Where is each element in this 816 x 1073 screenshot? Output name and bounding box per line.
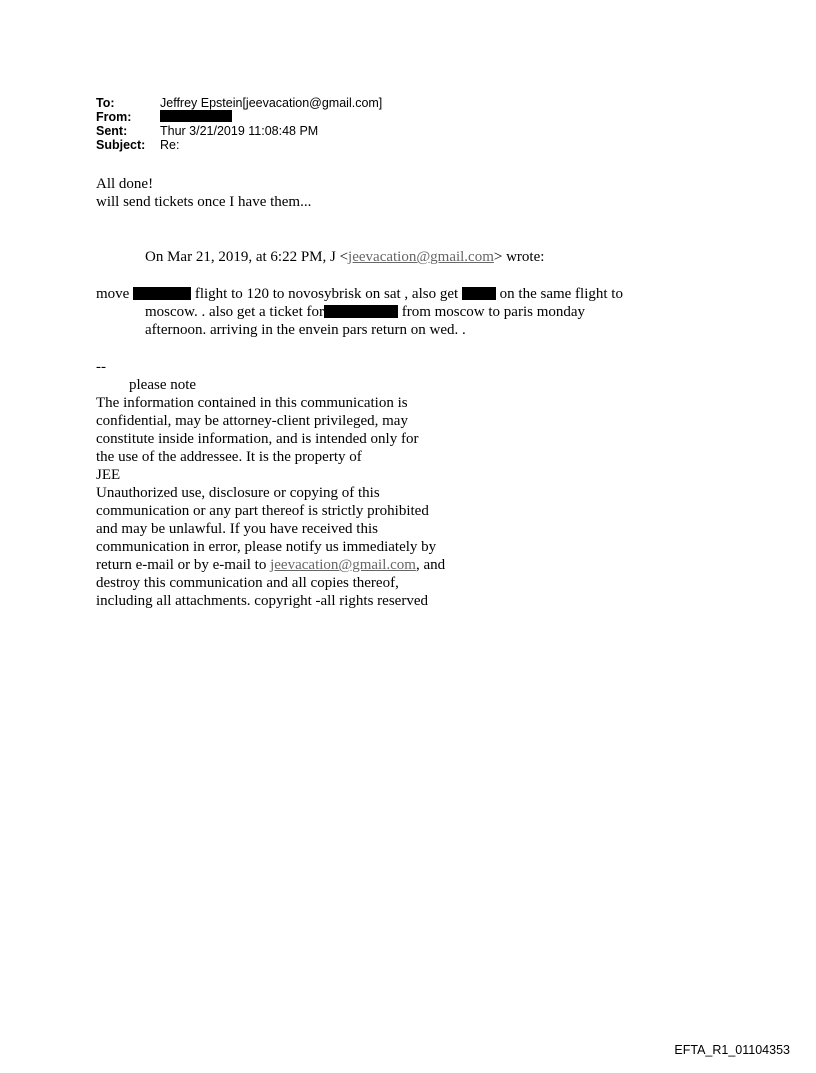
sent-label: Sent: (96, 124, 128, 138)
body-line-2: will send tickets once I have them... (96, 194, 312, 210)
quote-intro-email-link[interactable]: jeevacation@gmail.com (348, 249, 494, 265)
subject-row (96, 138, 382, 152)
redaction-box (160, 110, 232, 122)
quote-intro-suffix: > wrote: (493, 249, 545, 265)
subject-value: Re: (160, 138, 180, 152)
quote-line-1 (96, 285, 623, 303)
sent-value: Thur 3/21/2019 11:08:48 PM (160, 124, 319, 138)
signature-dashes: -- (96, 359, 106, 375)
sent-row (96, 124, 382, 138)
redaction-box (133, 287, 191, 300)
disclaimer-line: communication or any part thereof is strictly prohibited (96, 503, 429, 519)
body-line-1: All done! (96, 176, 154, 192)
to-label: To: (96, 96, 115, 110)
quote-line-1-c: on the same flight to (499, 286, 623, 302)
to-row (96, 96, 382, 110)
disclaimer-line: JEE (96, 467, 121, 483)
quote-line-1-b: flight to 120 to novosybrisk on sat , also get (194, 286, 459, 302)
signature-note: please note (129, 377, 197, 393)
disclaimer-line: confidential, may be attorney-client privileged, may (96, 413, 408, 429)
from-row (96, 110, 382, 124)
redaction-box (462, 287, 496, 300)
disclaimer-line: the use of the addressee. It is the property of (96, 449, 362, 465)
disclaimer-line: The information contained in this communication is (96, 395, 408, 411)
from-label: From: (96, 110, 132, 124)
disclaimer-return-line (96, 556, 445, 574)
quote-line-2 (145, 303, 585, 321)
subject-label: Subject: (96, 138, 146, 152)
redaction-box (324, 305, 398, 318)
return-suffix: , and (415, 557, 446, 573)
disclaimer-line: constitute inside information, and is intended only for (96, 431, 419, 447)
quote-line-3: afternoon. arriving in the envein pars return on wed. . (145, 322, 466, 338)
return-prefix: return e-mail or by e-mail to (96, 557, 271, 573)
quote-line-2-a: moscow. . also get a ticket for (145, 304, 324, 320)
quote-line-2-b: from moscow to paris monday (401, 304, 586, 320)
quote-line-1-a: move (96, 286, 130, 302)
quote-intro (145, 248, 544, 266)
disclaimer-line: including all attachments. copyright -all rights reserved (96, 593, 428, 609)
from-value (160, 110, 232, 124)
disclaimer-line: destroy this communication and all copies thereof, (96, 575, 399, 591)
disclaimer-line: and may be unlawful. If you have received this (96, 521, 378, 537)
document-id: EFTA_R1_01104353 (674, 1043, 790, 1057)
quote-intro-prefix: On Mar 21, 2019, at 6:22 PM, J < (145, 249, 349, 265)
email-header (96, 96, 382, 152)
disclaimer-line: communication in error, please notify us immediately by (96, 539, 437, 555)
to-value: Jeffrey Epstein[jeevacation@gmail.com] (160, 96, 383, 110)
return-email-link[interactable]: jeevacation@gmail.com (270, 557, 416, 573)
disclaimer-line: Unauthorized use, disclosure or copying of this (96, 485, 380, 501)
